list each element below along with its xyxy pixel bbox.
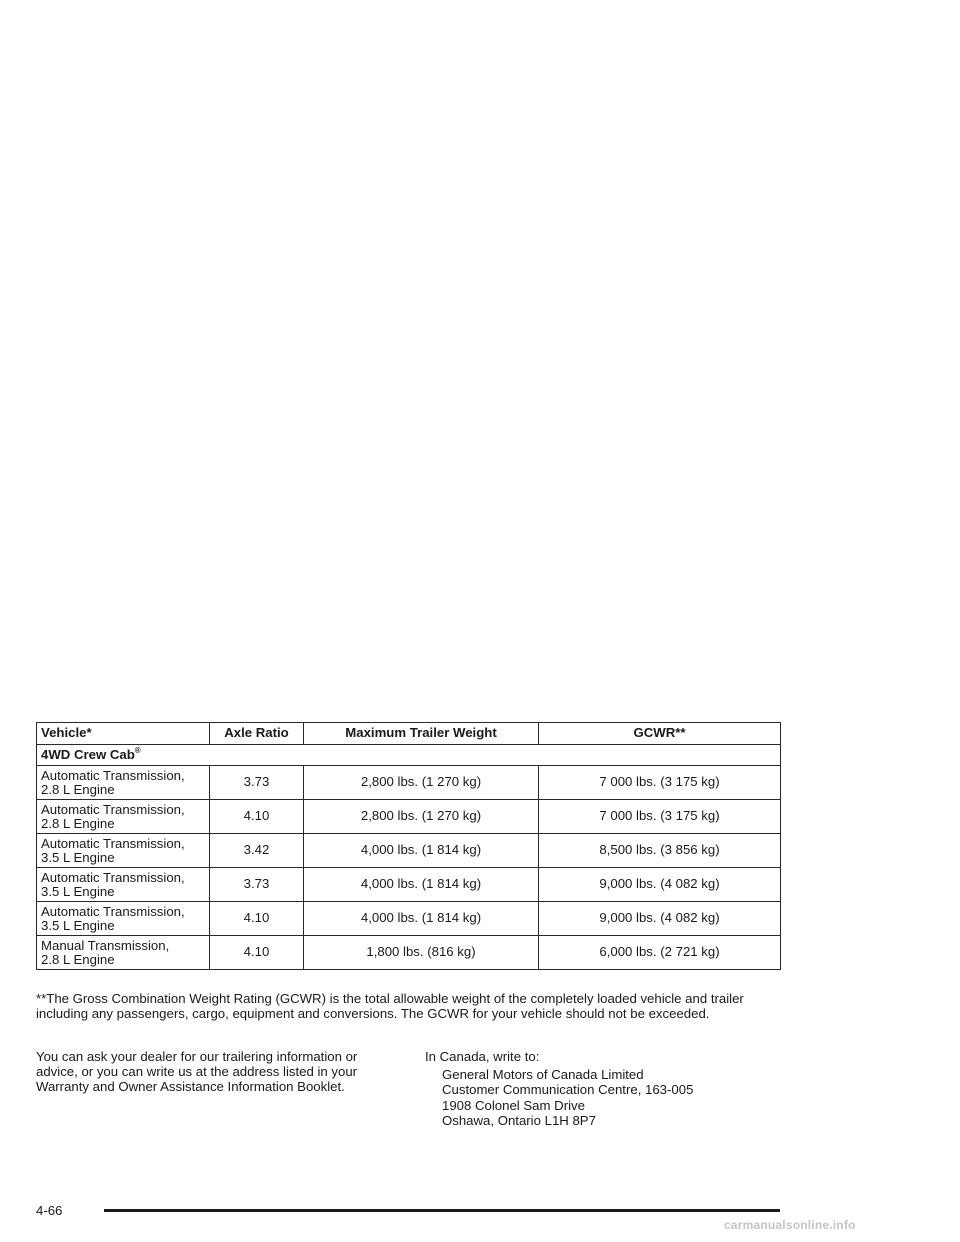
max-trailer-weight-cell: 2,800 lbs. (1 270 kg) [304,800,539,834]
vehicle-cell [37,800,210,834]
vehicle-engine: 3.5 L Engine [41,917,115,933]
header-vehicle: Vehicle* [37,723,210,745]
max-trailer-weight-cell: 2,800 lbs. (1 270 kg) [304,766,539,800]
vehicle-transmission: Automatic Transmission, [41,801,185,817]
group-label-cell [37,745,781,766]
gcwr-cell: 6,000 lbs. (2 721 kg) [539,936,781,970]
footer-rule [104,1209,780,1212]
axle-ratio-cell: 3.73 [210,766,304,800]
max-trailer-weight-cell: 4,000 lbs. (1 814 kg) [304,834,539,868]
registered-mark: ® [134,745,141,755]
vehicle-cell [37,834,210,868]
vehicle-engine: 2.8 L Engine [41,951,115,967]
trailer-weight-table [36,722,781,970]
gcwr-footnote: **The Gross Combination Weight Rating (GCWR) is the total allowable weight of the completely loaded vehicle and trailer including any passengers, cargo, equipment and conversions. The GCWR for your vehicle should not be exceeded. [36,991,744,1022]
gcwr-cell: 8,500 lbs. (3 856 kg) [539,834,781,868]
vehicle-cell [37,766,210,800]
header-axle-ratio: Axle Ratio [210,723,304,745]
axle-ratio-cell: 4.10 [210,902,304,936]
table-row [37,766,781,800]
vehicle-transmission: Automatic Transmission, [41,903,185,919]
vehicle-engine: 3.5 L Engine [41,883,115,899]
max-trailer-weight-cell: 4,000 lbs. (1 814 kg) [304,868,539,902]
address-line: General Motors of Canada Limited [442,1067,644,1083]
vehicle-cell [37,868,210,902]
group-label: 4WD Crew Cab [41,746,135,762]
vehicle-cell [37,902,210,936]
vehicle-transmission: Automatic Transmission, [41,835,185,851]
vehicle-transmission: Automatic Transmission, [41,767,185,783]
table-row [37,902,781,936]
axle-ratio-cell: 4.10 [210,800,304,834]
vehicle-engine: 2.8 L Engine [41,781,115,797]
gcwr-cell: 7 000 lbs. (3 175 kg) [539,800,781,834]
canada-address [442,1067,785,1128]
watermark: carmanualsonline.info [724,1218,856,1232]
gcwr-cell: 7 000 lbs. (3 175 kg) [539,766,781,800]
address-line: Oshawa, Ontario L1H 8P7 [442,1112,596,1128]
table-header-row [37,723,781,745]
dealer-paragraph: You can ask your dealer for our trailering information or advice, or you can write us at the address listed in your Warranty and Owner Assistance Information Booklet. [36,1049,358,1095]
table-row [37,936,781,970]
header-max-trailer-weight: Maximum Trailer Weight [304,723,539,745]
table-group-row [37,745,781,766]
canada-intro: In Canada, write to: [425,1049,540,1064]
address-line: 1908 Colonel Sam Drive [442,1097,585,1113]
header-gcwr: GCWR** [539,723,781,745]
table-row [37,868,781,902]
axle-ratio-cell: 3.73 [210,868,304,902]
page-number: 4-66 [36,1203,63,1218]
vehicle-cell [37,936,210,970]
vehicle-engine: 2.8 L Engine [41,815,115,831]
vehicle-transmission: Automatic Transmission, [41,869,185,885]
address-line: Customer Communication Centre, 163-005 [442,1082,694,1098]
vehicle-engine: 3.5 L Engine [41,849,115,865]
gcwr-cell: 9,000 lbs. (4 082 kg) [539,902,781,936]
max-trailer-weight-cell: 4,000 lbs. (1 814 kg) [304,902,539,936]
gcwr-cell: 9,000 lbs. (4 082 kg) [539,868,781,902]
axle-ratio-cell: 4.10 [210,936,304,970]
table-row [37,834,781,868]
axle-ratio-cell: 3.42 [210,834,304,868]
table-row [37,800,781,834]
vehicle-transmission: Manual Transmission, [41,937,170,953]
canada-contact [425,1049,785,1128]
max-trailer-weight-cell: 1,800 lbs. (816 kg) [304,936,539,970]
